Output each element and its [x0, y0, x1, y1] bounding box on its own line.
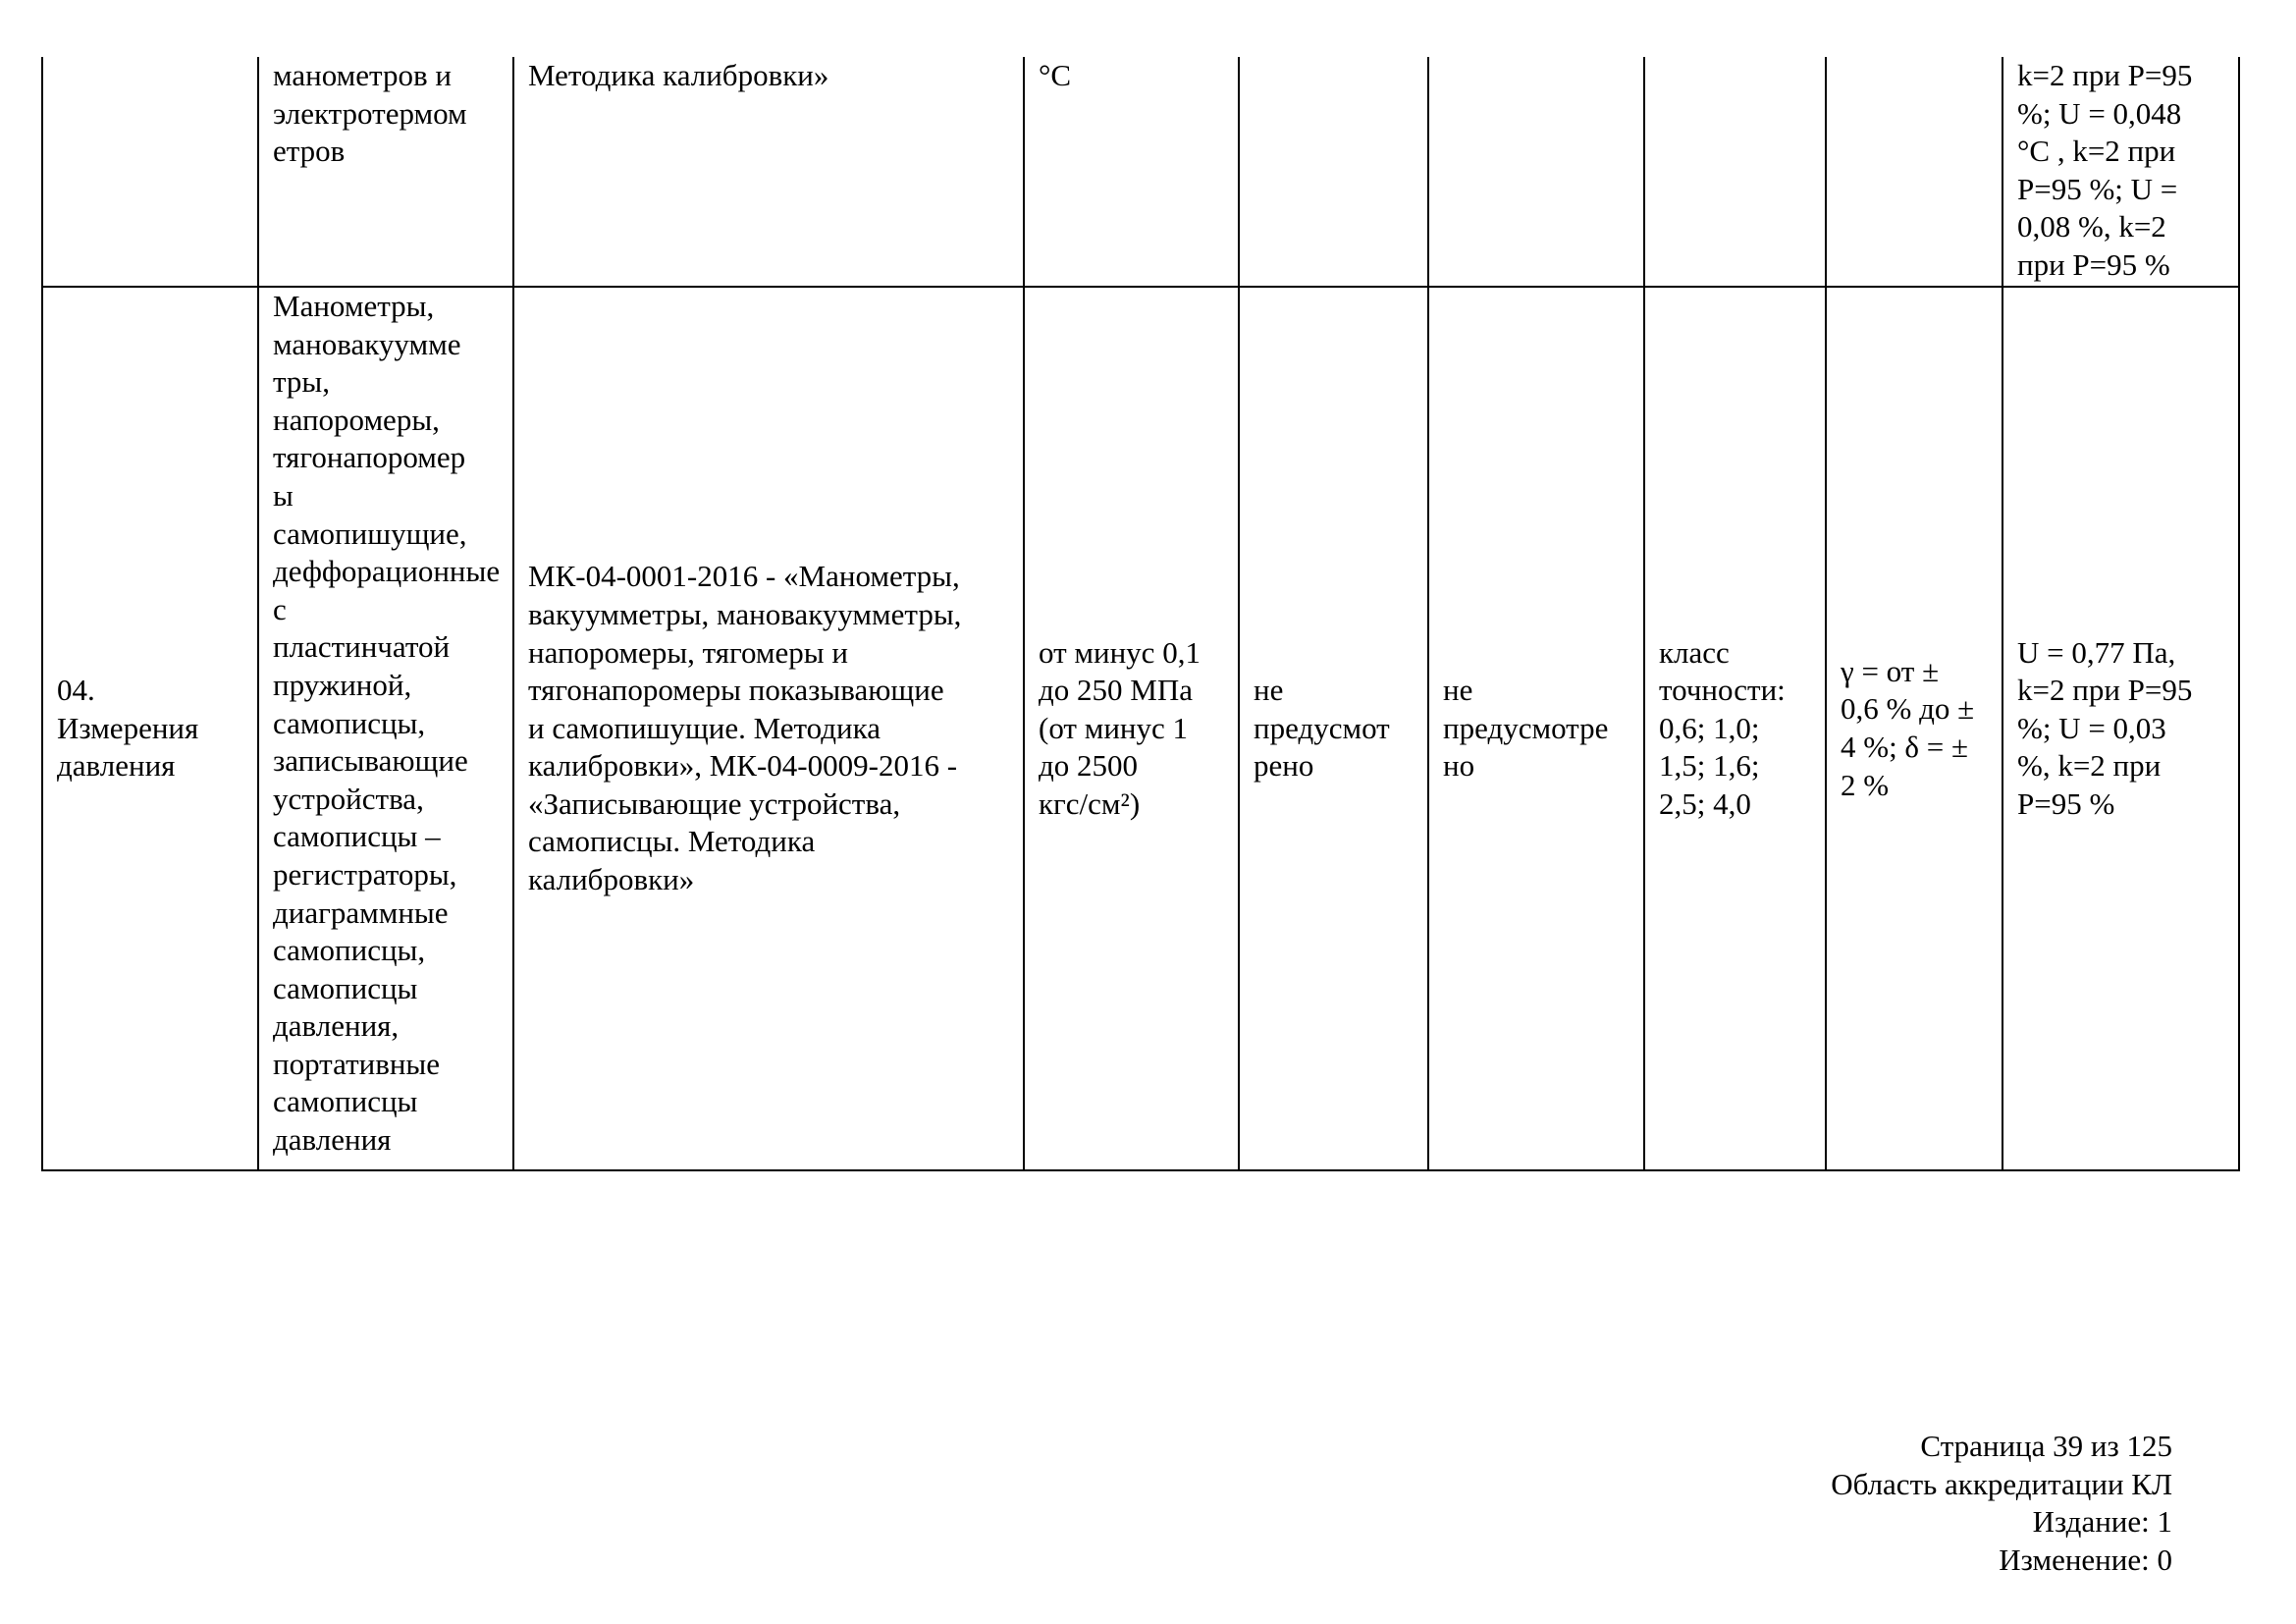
- change-label: Изменение: 0: [1999, 1542, 2172, 1577]
- cell-field-number: [42, 57, 258, 287]
- table-row-04: [42, 287, 2239, 1170]
- cell-accuracy-class: класс точности: 0,6; 1,0; 1,5; 1,6; 2,5; 4,0: [1644, 287, 1826, 1170]
- cell-error: γ = от ± 0,6 % до ± 4 %; δ = ± 2 %: [1826, 287, 2002, 1170]
- cell-measurement-range: от минус 0,1 до 250 МПа (от минус 1 до 2500 кгс/см²): [1024, 287, 1239, 1170]
- cell-accuracy-class: [1644, 57, 1826, 287]
- cell-error: [1826, 57, 2002, 287]
- table-row-continued: [42, 57, 2239, 287]
- accreditation-scope-table: [41, 57, 2240, 1171]
- cell-col5: [1239, 57, 1428, 287]
- cell-field-number: 04. Измерения давления: [42, 287, 258, 1170]
- cell-col6: не предусмотре но: [1428, 287, 1644, 1170]
- cell-measurement-range: °С: [1024, 57, 1239, 287]
- page-number: Страница 39 из 125: [1920, 1429, 2172, 1463]
- cell-col5: не предусмот рено: [1239, 287, 1428, 1170]
- cell-col6: [1428, 57, 1644, 287]
- cell-uncertainty: U = 0,77 Па, k=2 при Р=95 %; U = 0,03 %, k=2 при Р=95 %: [2002, 287, 2239, 1170]
- edition-label: Издание: 1: [2032, 1504, 2172, 1540]
- cell-calibration-method: Методика калибровки»: [513, 57, 1024, 287]
- cell-instrument-name: Манометры, мановакуумме тры, напоромеры, тягонапоромер ы самопишущие, деффорационные с пластинчатой пружиной, самописцы, записывающие устройства, самописцы – регистраторы, диаграммные самописцы, самописцы давления, портативные самописцы давления: [258, 287, 513, 1170]
- cell-uncertainty: k=2 при Р=95 %; U = 0,048 °С , k=2 при Р=95 %; U = 0,08 %, k=2 при Р=95 %: [2002, 57, 2239, 287]
- accreditation-scope-label: Область аккредитации КЛ: [1831, 1466, 2172, 1501]
- cell-calibration-method: МК-04-0001-2016 - «Манометры, вакуумметры, мановакуумметры, напоромеры, тягомеры и тягонапоромеры показывающие и самопишущие. Методика калибровки», МК-04-0009-2016 - «Записывающие устройства, самописцы. Методика калибровки»: [513, 287, 1024, 1170]
- page-footer: [1831, 1428, 2172, 1579]
- cell-instrument-name: манометров и электротермом етров: [258, 57, 513, 287]
